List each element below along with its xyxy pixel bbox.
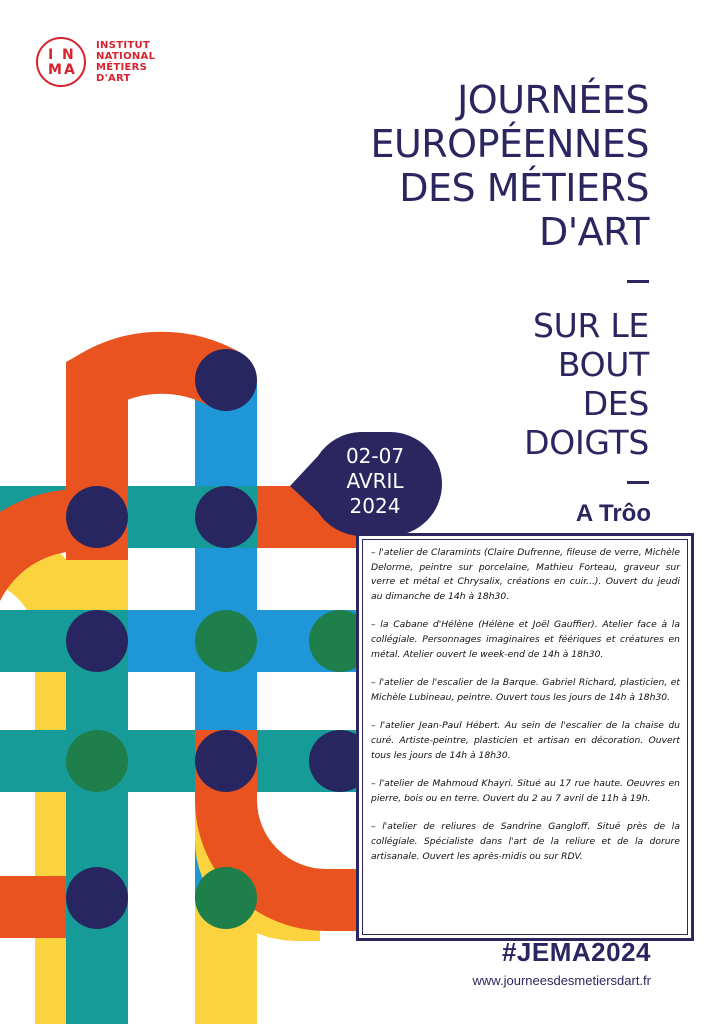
dot [66, 867, 128, 929]
dot [66, 610, 128, 672]
title-line: D'ART [538, 210, 649, 254]
hashtag: #JEMA2024 [501, 937, 651, 967]
title-line: DES MÉTIERS [399, 166, 649, 210]
title-line: EUROPÉENNES [370, 122, 649, 166]
workshops-box [356, 533, 694, 941]
poster-subtitle [524, 306, 649, 462]
dot [195, 867, 257, 929]
workshop-entry: – l'atelier Jean-Paul Hébert. Au sein de l'escalier de la chaise du curé. Artiste-peintre, plasticien et artisan en décoration. Ouvert tous les jours de 14h à 18h30. [371, 720, 680, 761]
title-line: JOURNÉES [457, 78, 649, 122]
workshop-entry: – l'atelier de l'escalier de la Barque. Gabriel Richard, plasticien, et Michèle Lubineau, peintre. Ouvert tous les jours de 14h à 18h30. [371, 677, 680, 703]
subtitle-line: SUR LE [533, 306, 649, 345]
inma-logo-text: INSTITUT NATIONAL MÉTIERS D'ART [96, 40, 156, 84]
inma-logo-mark: I N M A [36, 37, 86, 87]
workshops-box-inner [362, 539, 688, 935]
workshop-entry: – l'atelier de reliures de Sandrine Gangloff. Situé près de la collégiale. Spécialiste dans l'art de la reliure et de la dorure artisanale. Ouvert les après-midis ou sur RDV. [371, 821, 680, 862]
teal-band-vertical [66, 640, 128, 1024]
dot [195, 610, 257, 672]
workshop-entry: – l'atelier de Claramints (Claire Dufrenne, fileuse de verre, Michèle Delorme, peintre sur porcelaine, Mathieu Forteau, graveur sur verre et métal et Chrysalix, créations en cuir...). Ouvert du jeudi au dimanche de 14h à 18h30. [371, 547, 680, 602]
poster-title [370, 78, 649, 254]
dot [66, 730, 128, 792]
dot [195, 730, 257, 792]
dot [66, 486, 128, 548]
workshop-entry: – la Cabane d'Hélène (Hélène et Joël Gauffier). Atelier face à la collégiale. Personnages imaginaires et féériques et créatures en métal. Atelier ouvert le week-end de 14h à 18h30. [371, 619, 680, 660]
date-year: 2024 [349, 494, 401, 518]
subtitle-line: DES [582, 384, 649, 423]
subtitle-line: DOIGTS [524, 423, 649, 462]
dot [195, 349, 257, 411]
date-month: AVRIL [346, 469, 404, 493]
date-bubble [310, 432, 440, 537]
date-days: 02-07 [345, 444, 405, 468]
workshop-entry: – l'atelier de Mahmoud Khayri. Situé au 17 rue haute. Oeuvres en pierre, bois ou en terre. Ouvert du 2 au 7 avril de 11h à 19h. [371, 778, 680, 804]
title-divider [627, 280, 649, 283]
teal-band-mid [0, 730, 360, 792]
dot [195, 486, 257, 548]
inma-logo [36, 37, 155, 87]
subtitle-line: BOUT [557, 345, 649, 384]
subtitle-divider [627, 481, 649, 484]
place-name: A Trôo [575, 500, 651, 527]
website-link[interactable]: www.journeesdesmetiersdart.fr [472, 973, 651, 988]
